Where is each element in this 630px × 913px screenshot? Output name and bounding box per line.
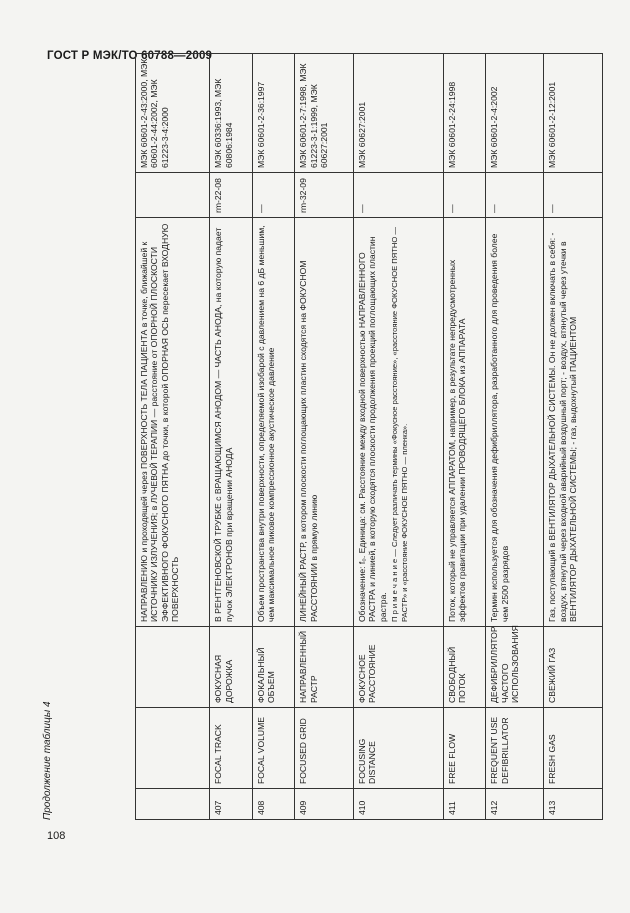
term-en: FREE FLOW	[443, 708, 486, 789]
term-number: 409	[295, 789, 353, 820]
document-header: ГОСТ Р МЭК/ТО 60788—2009	[47, 50, 213, 62]
term-en: FOCAL TRACK	[210, 708, 253, 789]
term-definition: Термин используется для обозначения дефибриллятора, разработанного для проведения более чем 2500 разрядов	[486, 218, 544, 627]
term-ru: ФОКУСНАЯ ДОРОЖКА	[210, 627, 253, 708]
continued-definition: НАПРАВЛЕНИЮ и проходящей через ПОВЕРХНОСТЬ ТЕЛА ПАЦИЕНТА в точке, ближайшей к ИСТОЧНИКУ ИЗЛУЧЕНИЯ; в ЛУЧЕВОЙ ТЕРАПИИ — расстояние от ОПОРНОЙ ПЛОСКОСТИ ЭФФЕКТИВНОГО ФОКУСНОГО ПЯТНА до точки, в которой ОПОРНАЯ ОСЬ пересекает ВХОДНУЮ ПОВЕРХНОСТЬ	[136, 218, 210, 627]
term-reference: МЭК 60601-2-36:1997	[252, 54, 295, 173]
term-code: —	[443, 173, 486, 218]
term-en: FRESH GAS	[544, 708, 603, 789]
row-empty-ru	[136, 627, 210, 708]
table-row	[353, 54, 443, 820]
term-ru: СВОБОДНЫЙ ПОТОК	[443, 627, 486, 708]
term-reference: МЭК 60601-2-7:1998, МЭК 61223-3-1:1999, МЭК 60627:2001	[295, 54, 353, 173]
term-definition: ЛИНЕЙНЫЙ РАСТР, в котором плоскости поглощающих пластин сходятся на ФОКУСНОМ РАССТОЯНИИ в прямую линию	[295, 218, 353, 627]
table-row	[210, 54, 253, 820]
term-definition: Поток, который не управляется АППАРАТОМ, например, в результате непредусмотренных эффектов гравитации при удалении ПРОВОДЯЩЕГО БЛОКА из АППАРАТА	[443, 218, 486, 627]
term-code: —	[544, 173, 603, 218]
term-number: 411	[443, 789, 486, 820]
terms-table	[135, 53, 603, 820]
table-caption: Продолжение таблицы 4	[42, 701, 53, 820]
table-row	[544, 54, 603, 820]
term-number: 412	[486, 789, 544, 820]
table-row	[252, 54, 295, 820]
term-reference: МЭК 60627:2001	[353, 54, 443, 173]
term-ru: ФОКАЛЬНЫЙ ОБЪЕМ	[252, 627, 295, 708]
term-ru: ДЕФИБРИЛЛЯТОР ЧАСТОГО ИСПОЛЬЗОВАНИЯ	[486, 627, 544, 708]
term-definition: Газ, поступающий в ВЕНТИЛЯТОР ДЫХАТЕЛЬНОЙ СИСТЕМЫ. Он не должен включать в себя: - воздух, втянутый через входной аварийный воздушный порт; - воздух, втянутый через утечки в ВЕНТИЛЯТОР ДЫХАТЕЛЬНОЙ СИСТЕМЫ; - газ, выдохнутый ПАЦИЕНТОМ	[544, 218, 603, 627]
term-number: 407	[210, 789, 253, 820]
term-code: —	[353, 173, 443, 218]
continued-reference: МЭК 60601-2-43:2000, МЭК 60601-2-44:2002, МЭК 61223-3-4:2000	[136, 54, 210, 173]
table-row	[136, 54, 210, 820]
rotated-table-wrapper	[135, 58, 603, 820]
term-ru: НАПРАВЛЕННЫЙ РАСТР	[295, 627, 353, 708]
term-en: FOCUSED GRID	[295, 708, 353, 789]
term-en: FREQUENT USE DEFIBRILLATOR	[486, 708, 544, 789]
term-note: П р и м е ч а н и е — Следует различать термины «Фокусное расстояние», «расстояние ФОКУСНОЕ ПЯТНО — РАСТР» и «расстояние ФОКУСНОЕ ПЯТНО — пленка».	[390, 227, 409, 622]
term-reference: МЭК 60601-2-4:2002	[486, 54, 544, 173]
term-reference: МЭК 60601-2-12:2001	[544, 54, 603, 173]
term-ru: ФОКУСНОЕ РАССТОЯНИЕ	[353, 627, 443, 708]
term-number: 410	[353, 789, 443, 820]
term-en: FOCUSING DISTANCE	[353, 708, 443, 789]
term-ru: СВЕЖИЙ ГАЗ	[544, 627, 603, 708]
term-definition-text: Обозначение: f₀. Единица: см. Расстояние между входной поверхностью НАПРАВЛЕННОГО РАСТРА и линией, в которую сходятся плоскости продолжения проекций поглощающих пластин растра.	[356, 236, 388, 622]
term-reference: МЭК 60601-2-24:1998	[443, 54, 486, 173]
term-definition: В РЕНТГЕНОВСКОЙ ТРУБКЕ с ВРАЩАЮЩИМСЯ АНОДОМ — ЧАСТЬ АНОДА, на которую падает пучок ЭЛЕКТРОНОВ при вращении АНОДА	[210, 218, 253, 627]
row-empty-code	[136, 173, 210, 218]
term-code: —	[252, 173, 295, 218]
table-row	[486, 54, 544, 820]
term-code: rm-22-08	[210, 173, 253, 218]
term-number: 413	[544, 789, 603, 820]
table-row	[443, 54, 486, 820]
term-code: rm-32-09	[295, 173, 353, 218]
term-reference: МЭК 60336:1993, МЭК 60806:1984	[210, 54, 253, 173]
term-definition	[353, 218, 443, 627]
row-empty-en	[136, 708, 210, 789]
term-en: FOCAL VOLUME	[252, 708, 295, 789]
term-definition: Объем пространства внутри поверхности, определяемой изобарой с давлением на 6 дБ меньшим, чем максимальное пиковое компрессионное акустическое давление	[252, 218, 295, 627]
page-number: 108	[47, 830, 66, 842]
table-row	[295, 54, 353, 820]
term-number: 408	[252, 789, 295, 820]
row-empty-num	[136, 789, 210, 820]
term-code: —	[486, 173, 544, 218]
